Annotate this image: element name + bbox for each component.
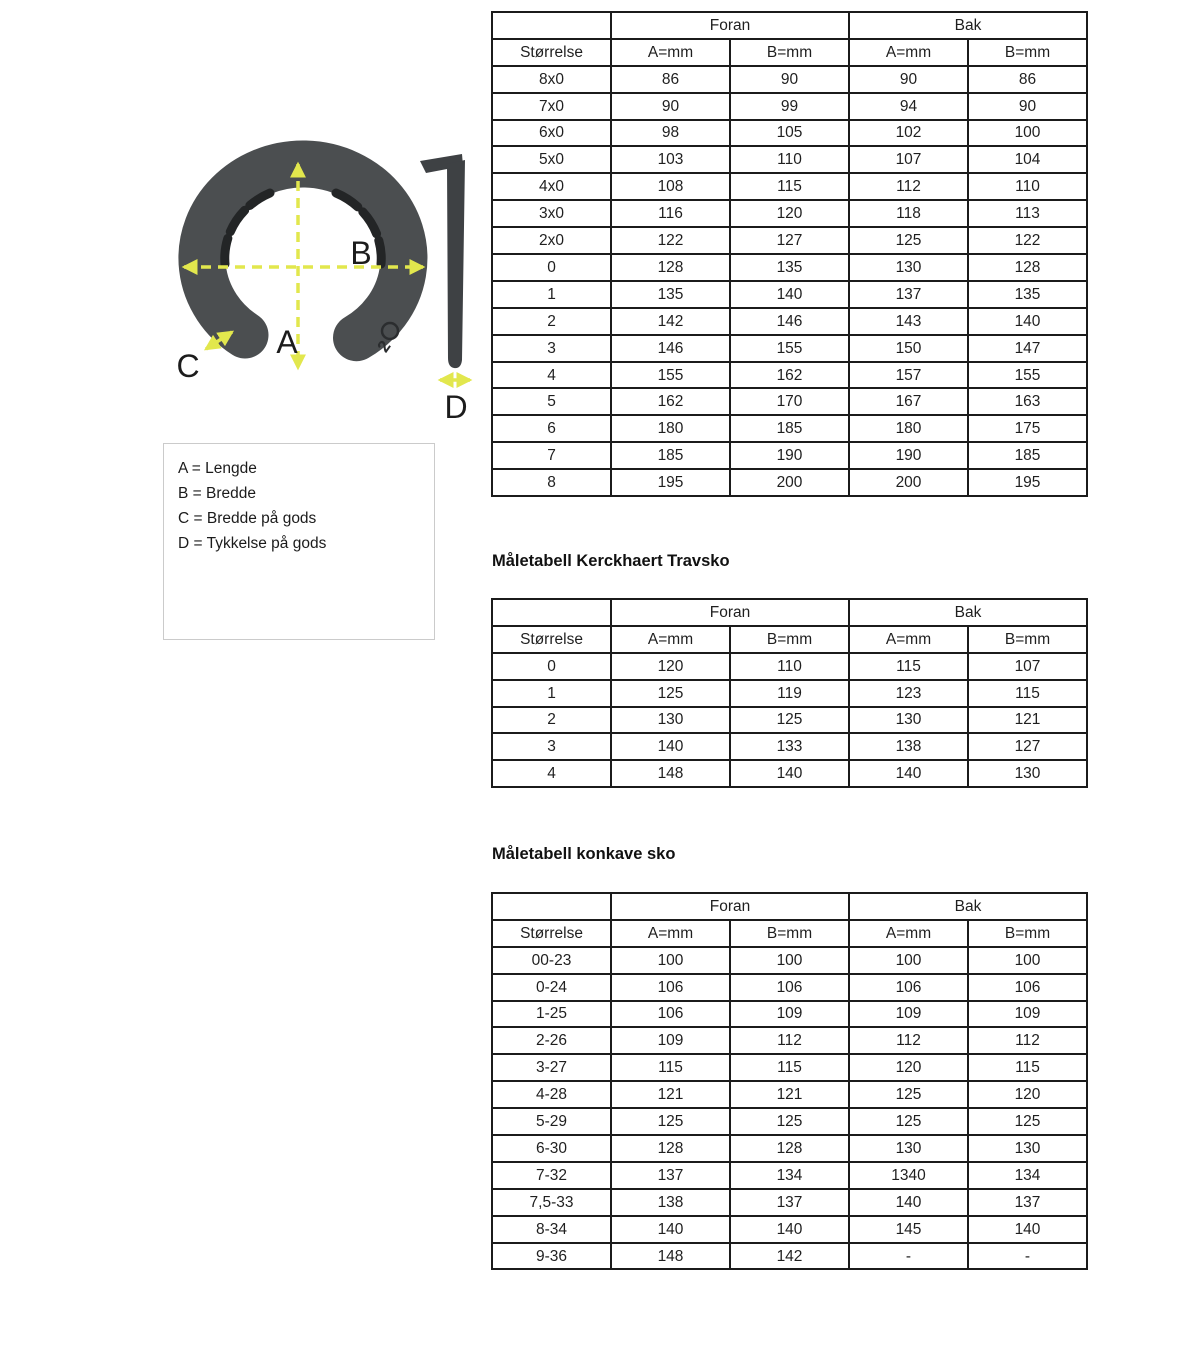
value-cell: 120 bbox=[968, 1081, 1087, 1108]
value-cell: 119 bbox=[730, 680, 849, 707]
value-cell: 133 bbox=[730, 733, 849, 760]
table-row bbox=[492, 707, 1087, 734]
table-row bbox=[492, 1189, 1087, 1216]
value-cell: 143 bbox=[849, 308, 968, 335]
table-row bbox=[492, 1243, 1087, 1270]
table-row bbox=[492, 974, 1087, 1001]
size-cell: 8 bbox=[492, 469, 611, 496]
value-cell: 98 bbox=[611, 120, 730, 147]
value-cell: 138 bbox=[849, 733, 968, 760]
corner-cell bbox=[492, 12, 611, 39]
value-cell: 115 bbox=[968, 1054, 1087, 1081]
value-cell: 146 bbox=[611, 335, 730, 362]
size-cell: 2-26 bbox=[492, 1027, 611, 1054]
value-cell: 155 bbox=[730, 335, 849, 362]
column-header-row bbox=[492, 39, 1087, 66]
value-cell: 108 bbox=[611, 173, 730, 200]
value-cell: 94 bbox=[849, 93, 968, 120]
group-header-row bbox=[492, 599, 1087, 626]
value-cell: 170 bbox=[730, 388, 849, 415]
measurement-legend bbox=[163, 443, 435, 640]
column-header: A=mm bbox=[611, 626, 730, 653]
value-cell: 128 bbox=[611, 1135, 730, 1162]
value-cell: 162 bbox=[611, 388, 730, 415]
value-cell: 200 bbox=[730, 469, 849, 496]
size-cell: 6 bbox=[492, 415, 611, 442]
value-cell: 115 bbox=[730, 173, 849, 200]
table-row bbox=[492, 1054, 1087, 1081]
column-header: Størrelse bbox=[492, 626, 611, 653]
value-cell: 155 bbox=[611, 362, 730, 389]
value-cell: 86 bbox=[611, 66, 730, 93]
column-header-row bbox=[492, 920, 1087, 947]
column-header: B=mm bbox=[968, 39, 1087, 66]
value-cell: 130 bbox=[968, 1135, 1087, 1162]
value-cell: 145 bbox=[849, 1216, 968, 1243]
table-row bbox=[492, 362, 1087, 389]
value-cell: 146 bbox=[730, 308, 849, 335]
value-cell: 185 bbox=[611, 442, 730, 469]
value-cell: 140 bbox=[611, 733, 730, 760]
legend-item-d: D = Tykkelse på gods bbox=[178, 535, 327, 552]
value-cell: 109 bbox=[968, 1001, 1087, 1028]
value-cell: 128 bbox=[611, 254, 730, 281]
column-header: A=mm bbox=[849, 39, 968, 66]
table-row bbox=[492, 308, 1087, 335]
column-header: B=mm bbox=[968, 920, 1087, 947]
label-b: B bbox=[350, 235, 372, 271]
value-cell: 185 bbox=[730, 415, 849, 442]
legend-item-c: C = Bredde på gods bbox=[178, 510, 317, 527]
value-cell: 107 bbox=[849, 146, 968, 173]
value-cell: 125 bbox=[849, 227, 968, 254]
size-cell: 8-34 bbox=[492, 1216, 611, 1243]
size-cell: 0-24 bbox=[492, 974, 611, 1001]
value-cell: 140 bbox=[968, 1216, 1087, 1243]
table-row bbox=[492, 200, 1087, 227]
value-cell: - bbox=[968, 1243, 1087, 1270]
size-cell: 9-36 bbox=[492, 1243, 611, 1270]
size-cell: 5-29 bbox=[492, 1108, 611, 1135]
value-cell: 130 bbox=[611, 707, 730, 734]
table-row bbox=[492, 1108, 1087, 1135]
value-cell: 175 bbox=[968, 415, 1087, 442]
size-cell: 2 bbox=[492, 308, 611, 335]
value-cell: 100 bbox=[730, 947, 849, 974]
value-cell: 185 bbox=[968, 442, 1087, 469]
value-cell: 148 bbox=[611, 760, 730, 787]
value-cell: 112 bbox=[849, 173, 968, 200]
size-cell: 5x0 bbox=[492, 146, 611, 173]
value-cell: 122 bbox=[968, 227, 1087, 254]
value-cell: 140 bbox=[730, 281, 849, 308]
size-cell: 6x0 bbox=[492, 120, 611, 147]
column-header: Størrelse bbox=[492, 39, 611, 66]
group-header: Foran bbox=[611, 12, 849, 39]
group-header-row bbox=[492, 893, 1087, 920]
value-cell: 115 bbox=[849, 653, 968, 680]
value-cell: 127 bbox=[968, 733, 1087, 760]
value-cell: 107 bbox=[968, 653, 1087, 680]
value-cell: 115 bbox=[611, 1054, 730, 1081]
value-cell: 100 bbox=[611, 947, 730, 974]
value-cell: 121 bbox=[730, 1081, 849, 1108]
value-cell: 121 bbox=[968, 707, 1087, 734]
value-cell: 120 bbox=[730, 200, 849, 227]
value-cell: 148 bbox=[611, 1243, 730, 1270]
value-cell: 106 bbox=[730, 974, 849, 1001]
value-cell: 113 bbox=[968, 200, 1087, 227]
value-cell: 138 bbox=[611, 1189, 730, 1216]
size-cell: 00-23 bbox=[492, 947, 611, 974]
side-profile-bar bbox=[447, 160, 465, 368]
group-header: Foran bbox=[611, 893, 849, 920]
value-cell: 140 bbox=[849, 760, 968, 787]
value-cell: 130 bbox=[849, 254, 968, 281]
value-cell: 116 bbox=[611, 200, 730, 227]
table-row bbox=[492, 120, 1087, 147]
group-header: Bak bbox=[849, 893, 1087, 920]
value-cell: 1340 bbox=[849, 1162, 968, 1189]
value-cell: - bbox=[849, 1243, 968, 1270]
label-d: D bbox=[444, 389, 468, 425]
value-cell: 155 bbox=[968, 362, 1087, 389]
value-cell: 106 bbox=[968, 974, 1087, 1001]
value-cell: 100 bbox=[968, 947, 1087, 974]
column-header: A=mm bbox=[611, 39, 730, 66]
value-cell: 90 bbox=[849, 66, 968, 93]
value-cell: 90 bbox=[968, 93, 1087, 120]
value-cell: 150 bbox=[849, 335, 968, 362]
value-cell: 110 bbox=[730, 653, 849, 680]
size-cell: 8x0 bbox=[492, 66, 611, 93]
value-cell: 102 bbox=[849, 120, 968, 147]
value-cell: 115 bbox=[730, 1054, 849, 1081]
table-row bbox=[492, 254, 1087, 281]
size-cell: 1-25 bbox=[492, 1001, 611, 1028]
size-cell: 6-30 bbox=[492, 1135, 611, 1162]
value-cell: 125 bbox=[849, 1081, 968, 1108]
value-cell: 135 bbox=[611, 281, 730, 308]
table-row bbox=[492, 1081, 1087, 1108]
group-header: Bak bbox=[849, 12, 1087, 39]
value-cell: 134 bbox=[730, 1162, 849, 1189]
value-cell: 110 bbox=[730, 146, 849, 173]
table-row bbox=[492, 227, 1087, 254]
value-cell: 100 bbox=[849, 947, 968, 974]
value-cell: 109 bbox=[611, 1027, 730, 1054]
value-cell: 90 bbox=[611, 93, 730, 120]
value-cell: 128 bbox=[968, 254, 1087, 281]
value-cell: 125 bbox=[849, 1108, 968, 1135]
value-cell: 118 bbox=[849, 200, 968, 227]
konkave-table-title: Måletabell konkave sko bbox=[492, 845, 676, 863]
size-cell: 1 bbox=[492, 281, 611, 308]
table-row bbox=[492, 1001, 1087, 1028]
size-cell: 2 bbox=[492, 707, 611, 734]
table-row bbox=[492, 1027, 1087, 1054]
legend-item-b: B = Bredde bbox=[178, 485, 256, 502]
value-cell: 106 bbox=[611, 1001, 730, 1028]
travsko-table-title: Måletabell Kerckhaert Travsko bbox=[492, 552, 730, 570]
column-header: B=mm bbox=[730, 626, 849, 653]
table-row bbox=[492, 1135, 1087, 1162]
table-row bbox=[492, 1216, 1087, 1243]
value-cell: 147 bbox=[968, 335, 1087, 362]
value-cell: 130 bbox=[968, 760, 1087, 787]
size-cell: 7x0 bbox=[492, 93, 611, 120]
column-header: B=mm bbox=[730, 920, 849, 947]
value-cell: 125 bbox=[730, 1108, 849, 1135]
horseshoe-shape bbox=[202, 164, 404, 338]
table-row bbox=[492, 415, 1087, 442]
corner-cell bbox=[492, 893, 611, 920]
column-header: A=mm bbox=[611, 920, 730, 947]
value-cell: 157 bbox=[849, 362, 968, 389]
table-row bbox=[492, 388, 1087, 415]
size-cell: 1 bbox=[492, 680, 611, 707]
size-table-konkave bbox=[491, 892, 1088, 1270]
value-cell: 142 bbox=[611, 308, 730, 335]
value-cell: 134 bbox=[968, 1162, 1087, 1189]
value-cell: 100 bbox=[968, 120, 1087, 147]
size-cell: 4x0 bbox=[492, 173, 611, 200]
group-header-row bbox=[492, 12, 1087, 39]
size-cell: 3 bbox=[492, 733, 611, 760]
value-cell: 103 bbox=[611, 146, 730, 173]
value-cell: 140 bbox=[611, 1216, 730, 1243]
value-cell: 140 bbox=[968, 308, 1087, 335]
size-table-travsko bbox=[491, 598, 1088, 788]
value-cell: 86 bbox=[968, 66, 1087, 93]
value-cell: 180 bbox=[611, 415, 730, 442]
size-cell: 4-28 bbox=[492, 1081, 611, 1108]
table-row bbox=[492, 760, 1087, 787]
value-cell: 128 bbox=[730, 1135, 849, 1162]
table-row bbox=[492, 1162, 1087, 1189]
size-cell: 7-32 bbox=[492, 1162, 611, 1189]
value-cell: 140 bbox=[849, 1189, 968, 1216]
column-header: A=mm bbox=[849, 920, 968, 947]
value-cell: 163 bbox=[968, 388, 1087, 415]
column-header: Størrelse bbox=[492, 920, 611, 947]
value-cell: 137 bbox=[849, 281, 968, 308]
value-cell: 105 bbox=[730, 120, 849, 147]
value-cell: 123 bbox=[849, 680, 968, 707]
value-cell: 140 bbox=[730, 1216, 849, 1243]
value-cell: 125 bbox=[730, 707, 849, 734]
value-cell: 195 bbox=[968, 469, 1087, 496]
column-header: B=mm bbox=[968, 626, 1087, 653]
size-cell: 3-27 bbox=[492, 1054, 611, 1081]
value-cell: 125 bbox=[611, 1108, 730, 1135]
value-cell: 200 bbox=[849, 469, 968, 496]
value-cell: 180 bbox=[849, 415, 968, 442]
value-cell: 112 bbox=[968, 1027, 1087, 1054]
value-cell: 137 bbox=[968, 1189, 1087, 1216]
stamp-size-text: 2 bbox=[373, 337, 395, 356]
value-cell: 167 bbox=[849, 388, 968, 415]
value-cell: 99 bbox=[730, 93, 849, 120]
table-row bbox=[492, 469, 1087, 496]
size-cell: 0 bbox=[492, 653, 611, 680]
label-c: C bbox=[176, 348, 200, 384]
legend-item-a: A = Lengde bbox=[178, 460, 257, 477]
column-header-row bbox=[492, 626, 1087, 653]
value-cell: 130 bbox=[849, 1135, 968, 1162]
value-cell: 120 bbox=[611, 653, 730, 680]
value-cell: 162 bbox=[730, 362, 849, 389]
table-row bbox=[492, 680, 1087, 707]
size-cell: 0 bbox=[492, 254, 611, 281]
table-row bbox=[492, 947, 1087, 974]
group-header: Bak bbox=[849, 599, 1087, 626]
table-row bbox=[492, 93, 1087, 120]
value-cell: 130 bbox=[849, 707, 968, 734]
table-row bbox=[492, 653, 1087, 680]
size-cell: 4 bbox=[492, 760, 611, 787]
table-row bbox=[492, 66, 1087, 93]
table-row bbox=[492, 281, 1087, 308]
value-cell: 135 bbox=[730, 254, 849, 281]
value-cell: 106 bbox=[849, 974, 968, 1001]
column-header: A=mm bbox=[849, 626, 968, 653]
value-cell: 115 bbox=[968, 680, 1087, 707]
table-row bbox=[492, 442, 1087, 469]
value-cell: 121 bbox=[611, 1081, 730, 1108]
value-cell: 190 bbox=[849, 442, 968, 469]
size-cell: 2x0 bbox=[492, 227, 611, 254]
group-header: Foran bbox=[611, 599, 849, 626]
value-cell: 112 bbox=[730, 1027, 849, 1054]
size-table-main bbox=[491, 11, 1088, 497]
table-row bbox=[492, 733, 1087, 760]
corner-cell bbox=[492, 599, 611, 626]
value-cell: 127 bbox=[730, 227, 849, 254]
value-cell: 110 bbox=[968, 173, 1087, 200]
horseshoe-diagram bbox=[140, 128, 490, 430]
value-cell: 137 bbox=[611, 1162, 730, 1189]
value-cell: 195 bbox=[611, 469, 730, 496]
column-header: B=mm bbox=[730, 39, 849, 66]
size-cell: 3 bbox=[492, 335, 611, 362]
label-a: A bbox=[276, 324, 298, 360]
value-cell: 106 bbox=[611, 974, 730, 1001]
size-cell: 3x0 bbox=[492, 200, 611, 227]
value-cell: 140 bbox=[730, 760, 849, 787]
value-cell: 125 bbox=[611, 680, 730, 707]
table-row bbox=[492, 146, 1087, 173]
value-cell: 104 bbox=[968, 146, 1087, 173]
size-cell: 7,5-33 bbox=[492, 1189, 611, 1216]
value-cell: 109 bbox=[730, 1001, 849, 1028]
value-cell: 120 bbox=[849, 1054, 968, 1081]
value-cell: 190 bbox=[730, 442, 849, 469]
table-row bbox=[492, 335, 1087, 362]
value-cell: 137 bbox=[730, 1189, 849, 1216]
size-cell: 7 bbox=[492, 442, 611, 469]
value-cell: 142 bbox=[730, 1243, 849, 1270]
size-cell: 5 bbox=[492, 388, 611, 415]
value-cell: 112 bbox=[849, 1027, 968, 1054]
value-cell: 109 bbox=[849, 1001, 968, 1028]
value-cell: 135 bbox=[968, 281, 1087, 308]
value-cell: 90 bbox=[730, 66, 849, 93]
table-row bbox=[492, 173, 1087, 200]
value-cell: 122 bbox=[611, 227, 730, 254]
value-cell: 125 bbox=[968, 1108, 1087, 1135]
size-cell: 4 bbox=[492, 362, 611, 389]
